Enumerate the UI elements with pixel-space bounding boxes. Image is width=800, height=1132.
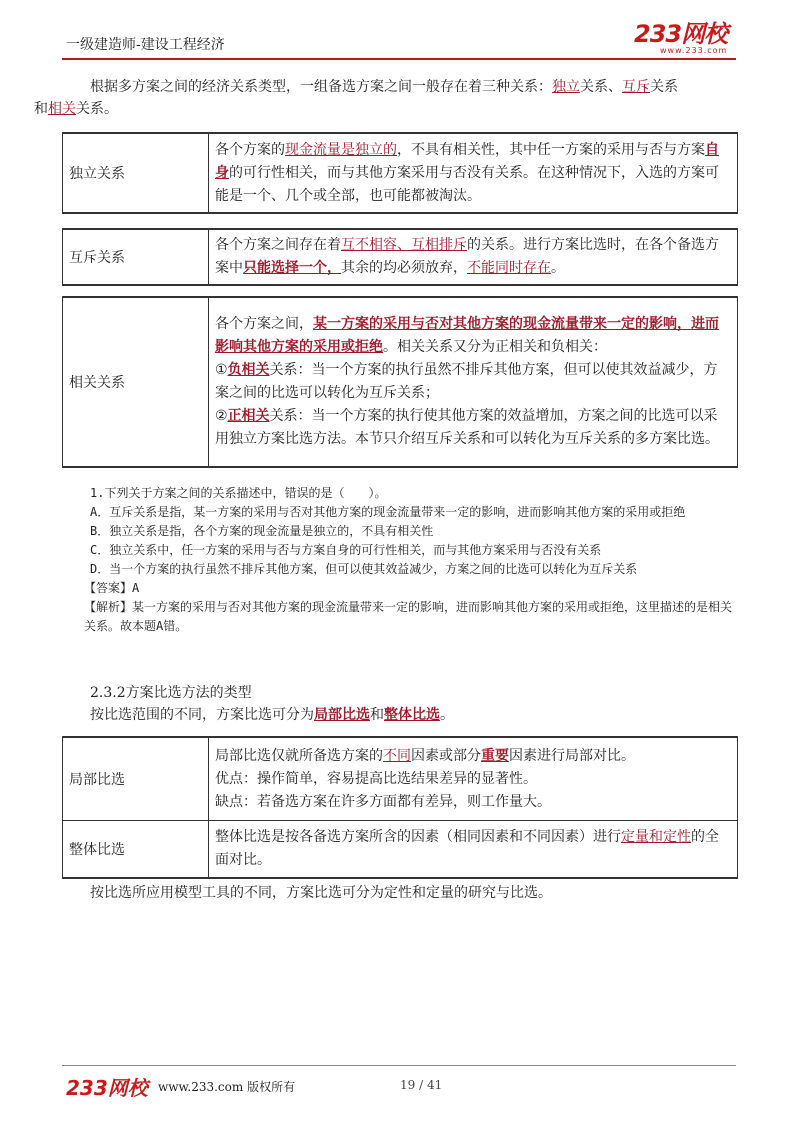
header-divider — [62, 58, 736, 60]
relation-exclusive — [62, 228, 738, 286]
relation-correlated — [62, 296, 738, 468]
header-title: 一级建造师-建设工程经济 — [66, 37, 225, 53]
relation-independent — [62, 132, 738, 214]
relation-desc: 各个方案的现金流量是独立的，不具有相关性，其中任一方案的采用与否与方案自身的可行性相关，而与其他方案采用与否没有关系。在这种情况下，入选的方案可能是一个、几个或全部，也可能都被淘汰。 — [209, 133, 738, 213]
section-intro: 按比选范围的不同，方案比选可分为局部比选和整体比选。 — [90, 707, 454, 723]
footer-site[interactable]: www.233.com 版权所有 — [158, 1080, 296, 1094]
option-b: B．独立关系是指，各个方案的现金流量是独立的，不具有相关性 — [90, 524, 434, 538]
logo-text: 233网校 — [634, 20, 728, 48]
table-row — [63, 821, 738, 879]
comparison-desc: 局部比选仅就所备选方案的不同因素或部分重要因素进行局部对比。 优点：操作简单，容易提高比选结果差异的显著性。 缺点：若备选方案在许多方面都有差异，则工作量大。 — [209, 737, 738, 821]
answer-line: 【答案】A — [84, 581, 140, 595]
brand-logo[interactable] — [634, 22, 727, 55]
relation-key: 相关关系 — [63, 297, 209, 467]
relation-key: 互斥关系 — [63, 229, 209, 285]
page-number: 19 / 41 — [400, 1078, 443, 1092]
relation-desc: 各个方案之间存在着互不相容、互相排斥的关系。进行方案比选时，在各个备选方案中只能选择一个，其余的均必须放弃，不能同时存在。 — [209, 229, 738, 285]
option-a: A．互斥关系是指，某一方案的采用与否对其他方案的现金流量带来一定的影响，进而影响其他方案的采用或拒绝 — [90, 505, 686, 519]
question-block — [62, 484, 738, 636]
comparison-key: 局部比选 — [63, 737, 209, 821]
section-heading: 2.3.2方案比选方法的类型 — [90, 685, 252, 701]
question-stem: 1.下列关于方案之间的关系描述中，错误的是（ ）。 — [90, 486, 387, 500]
option-c: C．独立关系中，任一方案的采用与否与方案自身的可行性相关，而与其他方案采用与否没有关系 — [90, 543, 602, 557]
footer-logo[interactable]: 233网校 — [66, 1076, 148, 1100]
analysis-line: 【解析】某一方案的采用与否对其他方案的现金流量带来一定的影响，进而影响其他方案的采用或拒绝，这里描述的是相关关系。故本题A错。 — [84, 600, 733, 633]
logo-url: www.233.com — [660, 46, 728, 55]
closing-paragraph: 按比选所应用模型工具的不同，方案比选可分为定性和定量的研究与比选。 — [90, 885, 552, 901]
comparison-table — [62, 736, 738, 879]
intro-paragraph: 根据多方案之间的经济关系类型，一组备选方案之间一般存在着三种关系：独立关系、互斥关系 和相关关系。 — [34, 79, 678, 117]
table-row — [63, 737, 738, 821]
relation-desc: 各个方案之间，某一方案的采用与否对其他方案的现金流量带来一定的影响，进而影响其他方案的采用或拒绝。相关关系又分为正相关和负相关： ①负相关关系：当一个方案的执行虽然不排斥其他方案，但可以使其效益减少，方案之间的比选可以转化为互斥关系； ②正相关关系：当一个方案的执行使其他方案的效益增加，方案之间的比选可以采用独立方案比选方法。本节只介绍互斥关系和可以转化为互斥关系的多方案比选。 — [209, 297, 738, 467]
relation-key: 独立关系 — [63, 133, 209, 213]
comparison-key: 整体比选 — [63, 821, 209, 879]
footer-divider — [62, 1065, 736, 1066]
option-d: D．当一个方案的执行虽然不排斥其他方案，但可以使其效益减少，方案之间的比选可以转化为互斥关系 — [90, 562, 638, 576]
comparison-desc: 整体比选是按各备选方案所含的因素（相同因素和不同因素）进行定量和定性的全面对比。 — [209, 821, 738, 879]
